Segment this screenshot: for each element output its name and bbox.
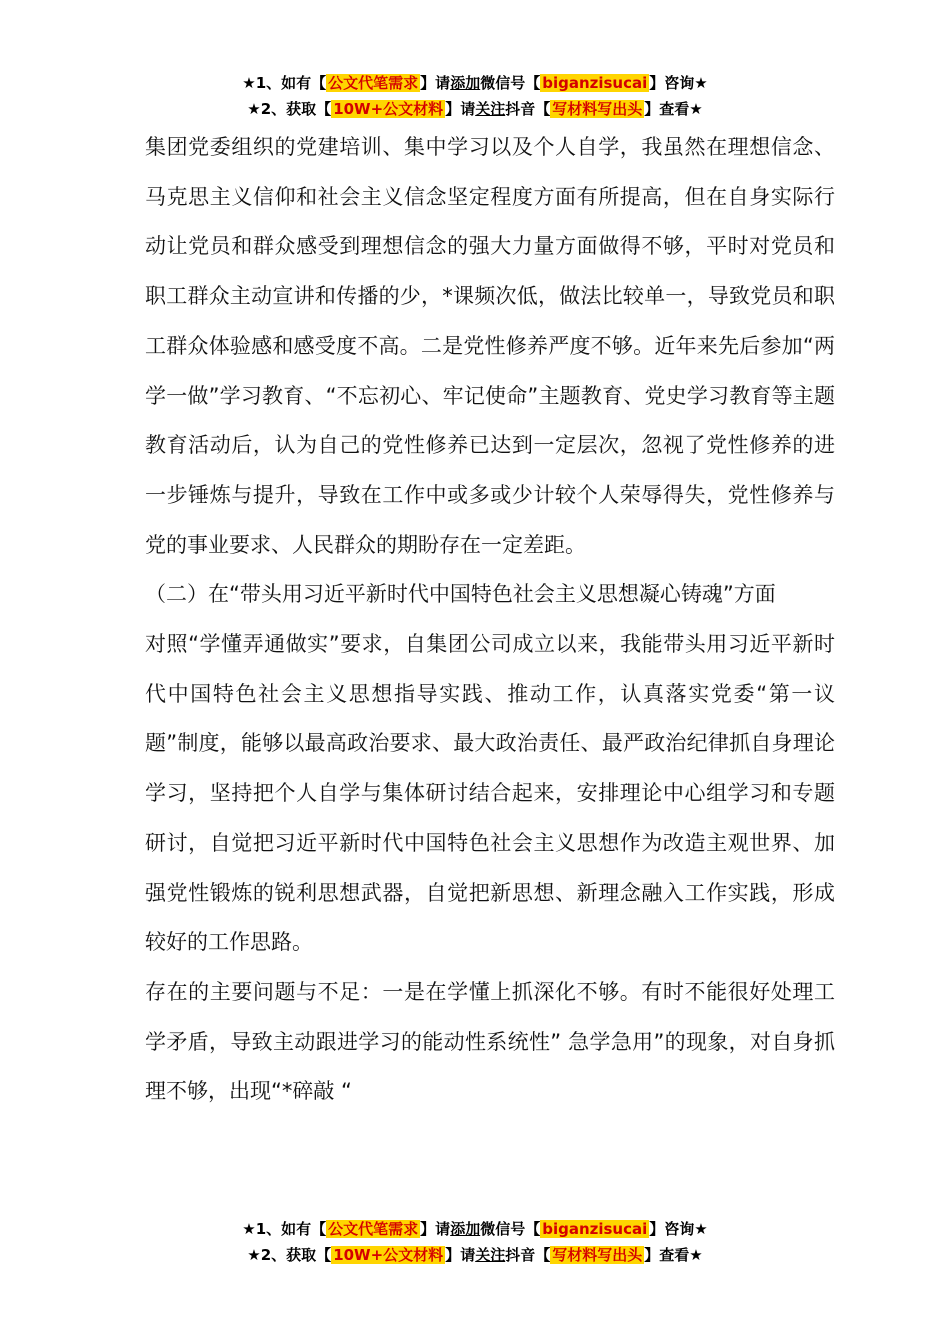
promo-text: 】请 bbox=[420, 1220, 451, 1238]
promo-underline: 关注 bbox=[475, 1246, 506, 1264]
promo-line-2 bbox=[0, 96, 950, 122]
promo-highlight: 10W+公文材料 bbox=[333, 100, 444, 118]
promo-highlight: 公文代笔需求 bbox=[328, 74, 419, 92]
promo-highlight: 公文代笔需求 bbox=[328, 1220, 419, 1238]
promo-line-1 bbox=[0, 70, 950, 96]
promo-text: 抖音【 bbox=[505, 1246, 551, 1264]
promo-text: 】咨询★ bbox=[649, 1220, 708, 1238]
promo-highlight: biganzisucai bbox=[542, 74, 648, 92]
promo-text: 】查看★ bbox=[644, 1246, 703, 1264]
promo-text: ★1、如有【 bbox=[242, 74, 327, 92]
promo-underline: 关注 bbox=[475, 100, 506, 118]
promo-line-1 bbox=[0, 1216, 950, 1242]
promo-text: 微信号【 bbox=[480, 1220, 541, 1238]
promo-text: 】咨询★ bbox=[649, 74, 708, 92]
promo-text: 微信号【 bbox=[480, 74, 541, 92]
promo-text: 】查看★ bbox=[644, 100, 703, 118]
promo-text: 】请 bbox=[445, 100, 476, 118]
promo-text: ★1、如有【 bbox=[242, 1220, 327, 1238]
promo-highlight: 写材料写出头 bbox=[552, 100, 643, 118]
paragraph-3: 存在的主要问题与不足：一是在学懂上抓深化不够。有时不能很好处理工学矛盾，导致主动跟进学习的能动性系统性” 急学急用”的现象，对自身抓理不够，出现“*碎敲 “ bbox=[145, 979, 835, 1104]
promo-underline: 添加 bbox=[450, 1220, 481, 1238]
promo-line-2 bbox=[0, 1242, 950, 1268]
document-body bbox=[145, 123, 835, 1117]
promo-highlight: 10W+公文材料 bbox=[333, 1246, 444, 1264]
promo-text: ★2、获取【 bbox=[247, 100, 332, 118]
paragraph-1: 集团党委组织的党建培训、集中学习以及个人自学，我虽然在理想信念、马克思主义信仰和社会主义信念坚定程度方面有所提高，但在自身实际行动让党员和群众感受到理想信念的强大力量方面做得不够，平时对党员和职工群众主动宣讲和传播的少，*课频次低，做法比较单一，导致党员和职工群众体验感和感受度不高。二是党性修养严度不够。近年来先后参加“两学一做”学习教育、“不忘初心、牢记使命”主题教育、党史学习教育等主题教育活动后，认为自己的党性修养已达到一定层次，忽视了党性修养的进一步锤炼与提升，导致在工作中或多或少计较个人荣辱得失，党性修养与党的事业要求、人民群众的期盼存在一定差距。 bbox=[145, 135, 835, 557]
section-heading: （二）在“带头用习近平新时代中国特色社会主义思想凝心铸魂”方面 bbox=[145, 582, 776, 607]
promo-text: 】请 bbox=[420, 74, 451, 92]
promo-highlight: 写材料写出头 bbox=[552, 1246, 643, 1264]
promo-underline: 添加 bbox=[450, 74, 481, 92]
paragraph-2: 对照“学懂弄通做实”要求，自集团公司成立以来，我能带头用习近平新时代中国特色社会主义思想指导实践、推动工作，认真落实党委“第一议题”制度，能够以最高政治要求、最大政治责任、最严政治纪律抓自身理论学习，坚持把个人自学与集体研讨结合起来，安排理论中心组学习和专题研讨，自觉把习近平新时代中国特色社会主义思想作为改造主观世界、加强党性锻炼的锐利思想武器，自觉把新思想、新理念融入工作实践，形成较好的工作思路。 bbox=[145, 632, 835, 955]
promo-banner-bottom bbox=[0, 1216, 950, 1268]
promo-banner-top bbox=[0, 70, 950, 122]
promo-text: 】请 bbox=[445, 1246, 476, 1264]
promo-text: 抖音【 bbox=[505, 100, 551, 118]
promo-text: ★2、获取【 bbox=[247, 1246, 332, 1264]
promo-highlight: biganzisucai bbox=[542, 1220, 648, 1238]
